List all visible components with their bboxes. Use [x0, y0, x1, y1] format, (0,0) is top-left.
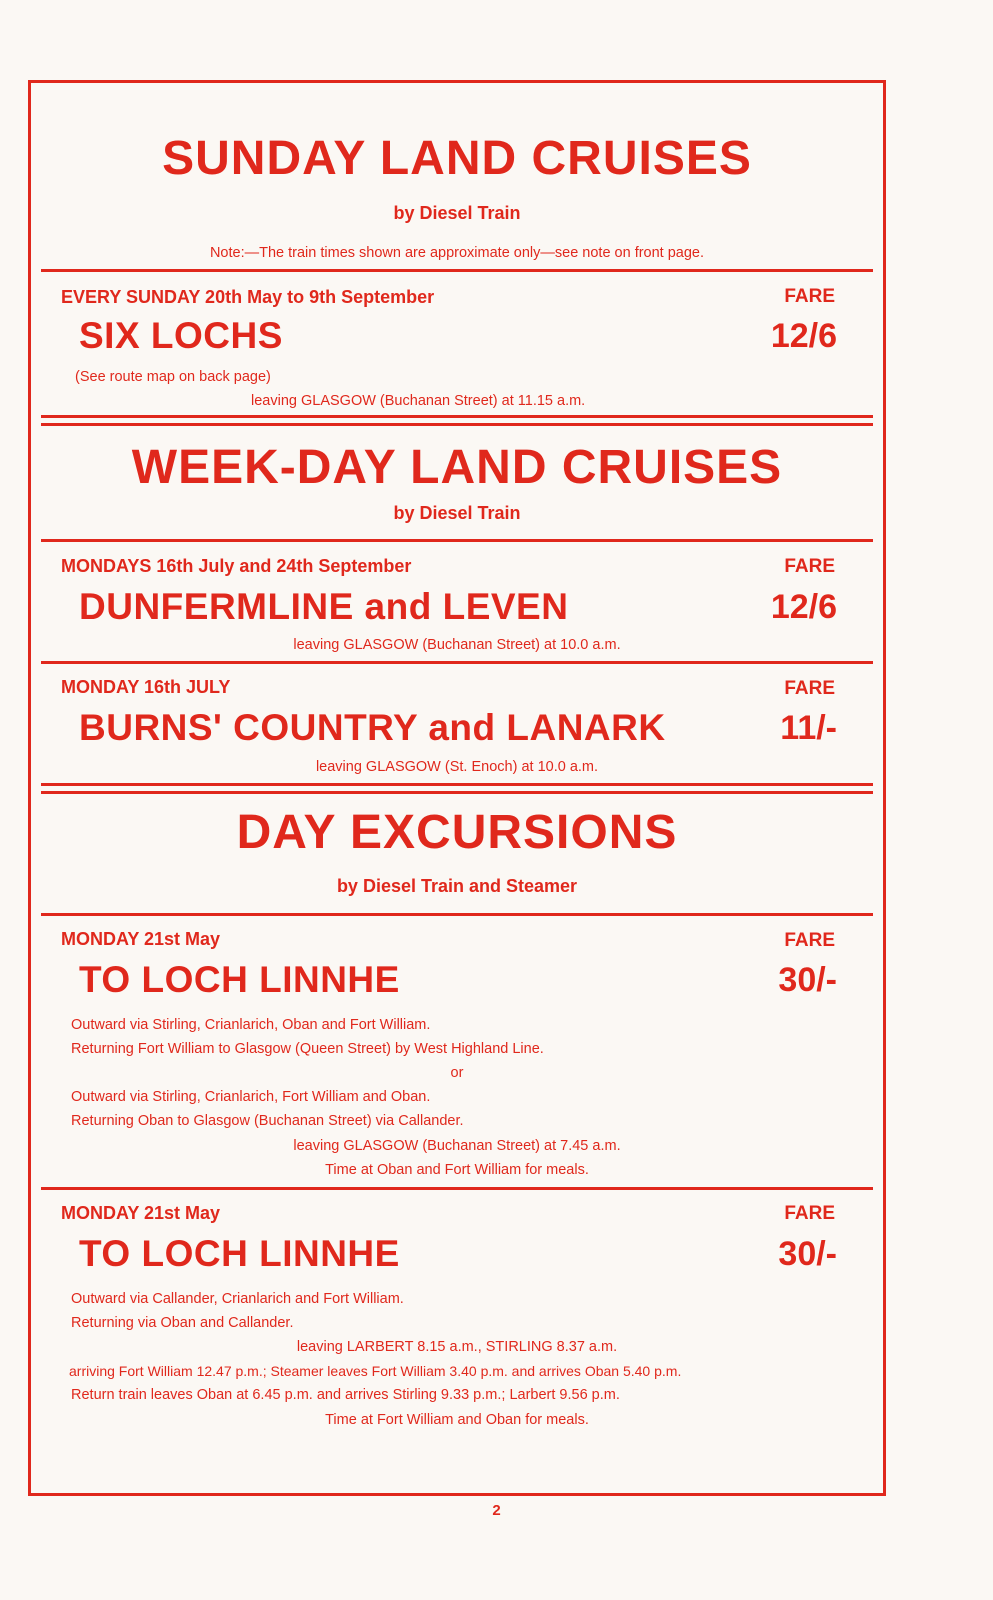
sunday-destination: SIX LOCHS	[79, 315, 283, 356]
section-divider	[41, 415, 873, 426]
day-excursions-subtitle: by Diesel Train and Steamer	[336, 876, 578, 896]
day-entry-1-line: Outward via Stirling, Crianlarich, Fort William and Oban.	[71, 1089, 431, 1105]
divider	[41, 1187, 873, 1190]
sunday-entry-date: EVERY SUNDAY 20th May to 9th September	[61, 287, 435, 307]
sunday-fare: 12/6	[770, 317, 837, 355]
weekday-title: WEEK-DAY LAND CRUISES	[131, 441, 783, 494]
weekday-entry-1-date: MONDAYS 16th July and 24th September	[61, 556, 412, 576]
day-entry-1-fare: 30/-	[778, 961, 837, 999]
day-entry-1-line: Returning Oban to Glasgow (Buchanan Street) via Callander.	[71, 1113, 464, 1129]
times-note: Note:—The train times shown are approximate only—see note on front page.	[209, 245, 705, 261]
page-frame	[28, 80, 886, 1496]
day-entry-2-fare-label: FARE	[784, 1203, 835, 1224]
day-entry-1-leaving: leaving GLASGOW (Buchanan Street) at 7.45 a.m.	[293, 1138, 621, 1154]
day-entry-2-date: MONDAY 21st May	[61, 1203, 221, 1223]
day-entry-2-destination: TO LOCH LINNHE	[79, 1233, 400, 1274]
sunday-fare-label: FARE	[784, 286, 835, 307]
day-entry-2-line: Return train leaves Oban at 6.45 p.m. and arrives Stirling 9.33 p.m.; Larbert 9.56 p.m.	[71, 1387, 620, 1403]
divider	[41, 539, 873, 542]
weekday-entry-2-date: MONDAY 16th JULY	[61, 677, 231, 697]
day-excursions-title: DAY EXCURSIONS	[236, 806, 678, 859]
weekday-entry-2-fare: 11/-	[780, 709, 837, 747]
day-entry-2-line: arriving Fort William 12.47 p.m.; Steamer leaves Fort William 3.40 p.m. and arrives Oban 5.40 p.m.	[69, 1363, 682, 1379]
day-entry-1-meals: Time at Oban and Fort William for meals.	[325, 1162, 589, 1178]
day-entry-2-fare: 30/-	[778, 1235, 837, 1273]
sunday-leaving: leaving GLASGOW (Buchanan Street) at 11.15 a.m.	[251, 393, 586, 409]
day-entry-1-line: Returning Fort William to Glasgow (Queen Street) by West Highland Line.	[71, 1041, 544, 1057]
divider	[41, 913, 873, 916]
divider	[41, 661, 873, 664]
day-entry-1-date: MONDAY 21st May	[61, 929, 221, 949]
weekday-entry-2-leaving: leaving GLASGOW (St. Enoch) at 10.0 a.m.	[315, 759, 599, 775]
weekday-entry-1-leaving: leaving GLASGOW (Buchanan Street) at 10.0 a.m.	[293, 637, 621, 653]
day-entry-1-fare-label: FARE	[784, 930, 835, 951]
sunday-title: SUNDAY LAND CRUISES	[162, 132, 752, 185]
day-entry-2-leaving: leaving LARBERT 8.15 a.m., STIRLING 8.37 a.m.	[296, 1339, 618, 1355]
day-entry-2-line: Outward via Callander, Crianlarich and Fort William.	[71, 1291, 404, 1307]
sunday-subtitle: by Diesel Train	[393, 203, 521, 223]
weekday-entry-1-destination: DUNFERMLINE and LEVEN	[79, 586, 569, 627]
weekday-subtitle: by Diesel Train	[393, 503, 521, 523]
day-entry-1-line: Outward via Stirling, Crianlarich, Oban and Fort William.	[71, 1017, 431, 1033]
route-map-note: (See route map on back page)	[75, 369, 271, 385]
weekday-entry-1-fare: 12/6	[770, 588, 837, 626]
weekday-entry-1-fare-label: FARE	[784, 556, 835, 577]
divider	[41, 269, 873, 272]
weekday-entry-2-destination: BURNS' COUNTRY and LANARK	[79, 707, 666, 748]
weekday-entry-2-fare-label: FARE	[784, 678, 835, 699]
day-entry-1-or: or	[450, 1065, 464, 1081]
day-entry-2-line: Returning via Oban and Callander.	[71, 1315, 294, 1331]
day-entry-2-meals: Time at Fort William and Oban for meals.	[325, 1412, 589, 1428]
section-divider	[41, 783, 873, 794]
page-number: 2	[492, 1502, 501, 1519]
day-entry-1-destination: TO LOCH LINNHE	[79, 959, 400, 1000]
